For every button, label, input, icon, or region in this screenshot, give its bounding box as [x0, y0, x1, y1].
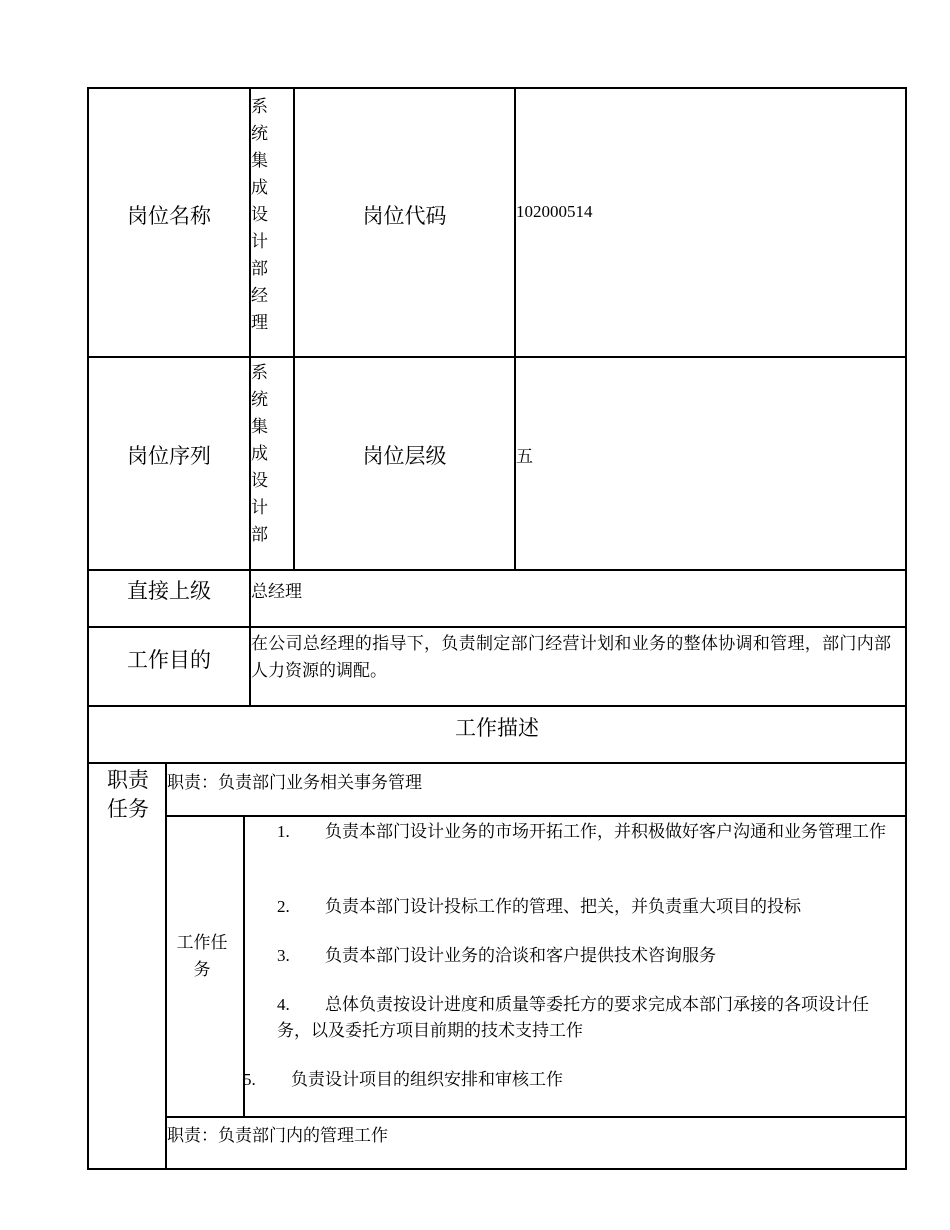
- col-divider: [514, 87, 516, 570]
- task-number: 2.: [277, 897, 290, 916]
- task-text: 总体负责按设计进度和质量等委托方的要求完成本部门承接的各项设计任务，以及委托方项目前期的技术支持工作: [277, 995, 869, 1040]
- task-item: [277, 819, 887, 845]
- table-border-right: [905, 87, 907, 1170]
- task-item: [277, 992, 887, 1044]
- task-item: [243, 1067, 883, 1093]
- row-divider: [87, 705, 907, 707]
- task-item: [277, 894, 887, 920]
- task-text: 负责本部门设计业务的洽谈和客户提供技术咨询服务: [325, 946, 716, 965]
- duty-1: 职责：负责部门业务相关事务管理: [167, 773, 422, 792]
- row-divider: [165, 815, 907, 817]
- row-divider: [87, 569, 907, 571]
- value-work-purpose: 在公司总经理的指导下，负责制定部门经营计划和业务的整体协调和管理，部门内部人力资源的调配。: [251, 634, 891, 680]
- label-position-sequence: 岗位序列: [127, 444, 211, 468]
- table-border-bottom: [87, 1168, 907, 1170]
- task-number: 1.: [277, 822, 290, 841]
- row-divider: [87, 356, 907, 358]
- label-position-level: 岗位层级: [362, 444, 447, 468]
- task-number: 3.: [277, 946, 290, 965]
- label-direct-superior: 直接上级: [127, 579, 211, 603]
- label-duty-task: 职责任务: [107, 768, 149, 821]
- value-direct-superior: 总经理: [251, 582, 302, 601]
- table-border-top: [87, 87, 907, 89]
- task-text: 负责本部门设计投标工作的管理、把关，并负责重大项目的投标: [325, 897, 801, 916]
- value-position-sequence: 系统集成设计部: [251, 363, 268, 544]
- value-position-name: 系统集成设计部经理: [251, 97, 268, 332]
- value-position-level: 五: [516, 447, 533, 466]
- col-divider: [165, 762, 167, 1169]
- label-position-name: 岗位名称: [127, 204, 211, 228]
- task-number: 5.: [243, 1070, 256, 1089]
- col-divider: [293, 87, 295, 570]
- task-item: [277, 943, 887, 969]
- section-title-work-description: 工作描述: [455, 716, 539, 740]
- row-divider: [87, 762, 907, 764]
- table-border-left: [87, 87, 89, 1170]
- label-work-task: 工作任务: [176, 933, 228, 979]
- row-divider: [87, 626, 907, 628]
- label-work-purpose: 工作目的: [127, 648, 211, 672]
- row-divider: [165, 1116, 907, 1118]
- task-number: 4.: [277, 995, 290, 1014]
- task-text: 负责设计项目的组织安排和审核工作: [291, 1070, 563, 1089]
- task-text: 负责本部门设计业务的市场开拓工作，并积极做好客户沟通和业务管理工作: [325, 822, 886, 841]
- duty-2: 职责：负责部门内的管理工作: [167, 1126, 388, 1145]
- label-position-code: 岗位代码: [362, 204, 447, 228]
- value-position-code: 102000514: [516, 202, 593, 221]
